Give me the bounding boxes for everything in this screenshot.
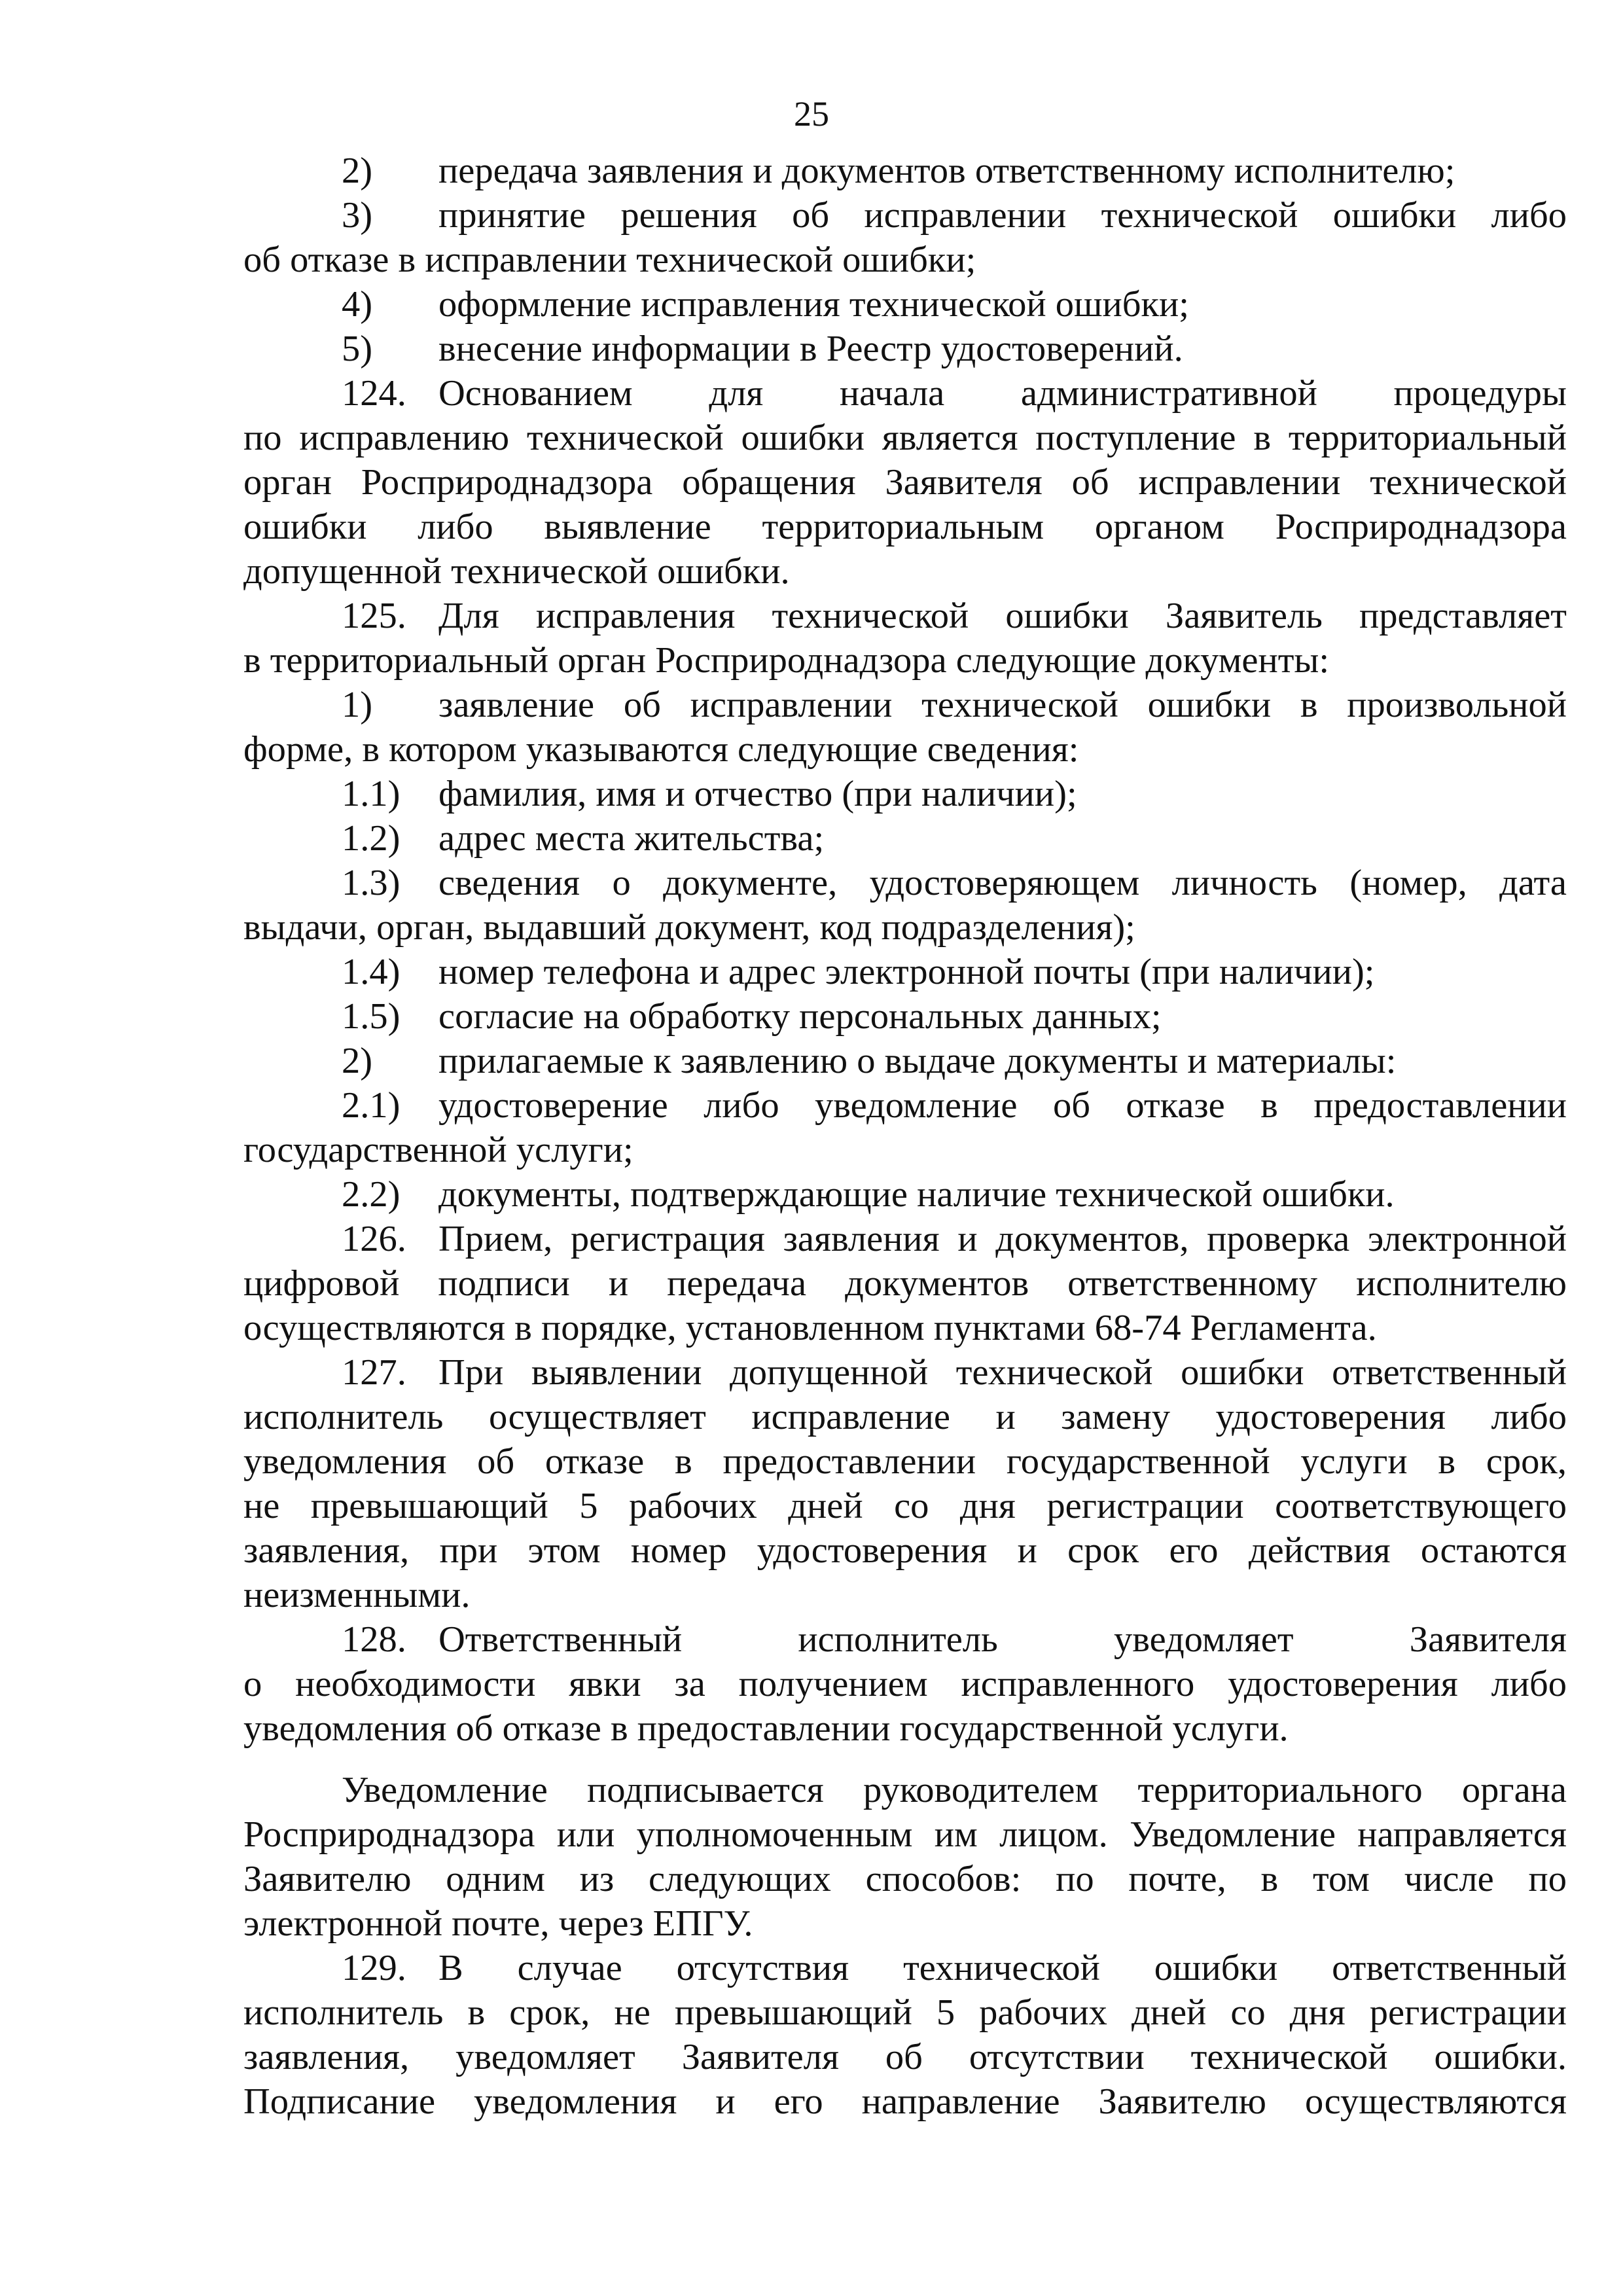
- text-line: не превышающий 5 рабочих дней со дня регистрации соответствующего: [243, 1486, 1567, 1526]
- list-item: 2) передача заявления и документов ответственному исполнителю;: [342, 151, 1455, 191]
- text-line: Заявителю одним из следующих способов: по почте, в том числе по: [243, 1859, 1567, 1899]
- text-line: по исправлению технической ошибки является поступление в территориальный: [243, 418, 1567, 458]
- list-item: 1.3) сведения о документе, удостоверяющем личность (номер, дата: [342, 863, 1567, 903]
- paragraph-start: Уведомление подписывается руководителем территориального органа: [342, 1770, 1567, 1810]
- text-line: заявления, уведомляет Заявителя об отсутствии технической ошибки.: [243, 2037, 1567, 2077]
- text-line: уведомления об отказе в предоставлении государственной услуги в срок,: [243, 1441, 1567, 1482]
- paragraph-start: 129. В случае отсутствия технической ошибки ответственный: [342, 1948, 1567, 1988]
- text-line: допущенной технической ошибки.: [243, 551, 790, 592]
- paragraph-start: 128. Ответственный исполнитель уведомляет Заявителя: [342, 1619, 1567, 1660]
- text-line: осуществляются в порядке, установленном пунктами 68-74 Регламента.: [243, 1308, 1377, 1348]
- text-line: Росприроднадзора или уполномоченным им лицом. Уведомление направляется: [243, 1814, 1567, 1855]
- text-line: государственной услуги;: [243, 1130, 633, 1170]
- text-line: о необходимости явки за получением исправленного удостоверения либо: [243, 1664, 1567, 1704]
- text-line: в территориальный орган Росприроднадзора следующие документы:: [243, 640, 1330, 681]
- text-line: уведомления об отказе в предоставлении государственной услуги.: [243, 1708, 1289, 1749]
- text-line: неизменными.: [243, 1575, 471, 1615]
- list-item: 3) принятие решения об исправлении технической ошибки либо: [342, 195, 1567, 236]
- text-line: исполнитель в срок, не превышающий 5 рабочих дней со дня регистрации: [243, 1992, 1567, 2033]
- text-line: исполнитель осуществляет исправление и замену удостоверения либо: [243, 1397, 1567, 1437]
- list-item: 1.2) адрес места жительства;: [342, 818, 825, 859]
- list-item: 2.2) документы, подтверждающие наличие технической ошибки.: [342, 1174, 1395, 1215]
- list-item: 1.1) фамилия, имя и отчество (при наличии);: [342, 774, 1077, 814]
- list-item: 1.4) номер телефона и адрес электронной почты (при наличии);: [342, 952, 1375, 992]
- list-item: 4) оформление исправления технической ошибки;: [342, 284, 1189, 325]
- document-body: [243, 149, 1567, 2124]
- text-line: об отказе в исправлении технической ошибки;: [243, 240, 976, 280]
- text-line: заявления, при этом номер удостоверения и срок его действия остаются: [243, 1530, 1567, 1571]
- list-item: 1) заявление об исправлении технической ошибки в произвольной: [342, 685, 1567, 725]
- list-item: 5) внесение информации в Реестр удостоверений.: [342, 329, 1183, 369]
- paragraph-start: 125. Для исправления технической ошибки Заявитель представляет: [342, 596, 1567, 636]
- text-line: форме, в котором указываются следующие сведения:: [243, 729, 1079, 770]
- text-line: орган Росприроднадзора обращения Заявителя об исправлении технической: [243, 462, 1567, 503]
- paragraph-start: 126. Прием, регистрация заявления и документов, проверка электронной: [342, 1219, 1567, 1259]
- page-number: 25: [794, 94, 829, 134]
- list-item: 1.5) согласие на обработку персональных данных;: [342, 996, 1162, 1037]
- text-line: выдачи, орган, выдавший документ, код подразделения);: [243, 907, 1135, 948]
- list-item: 2.1) удостоверение либо уведомление об отказе в предоставлении: [342, 1085, 1567, 1126]
- text-line: Подписание уведомления и его направление Заявителю осуществляются: [243, 2081, 1567, 2122]
- text-line: электронной почте, через ЕПГУ.: [243, 1903, 753, 1944]
- paragraph-start: 127. При выявлении допущенной технической ошибки ответственный: [342, 1352, 1567, 1393]
- text-line: ошибки либо выявление территориальным органом Росприроднадзора: [243, 507, 1567, 547]
- paragraph-start: 124. Основанием для начала административной процедуры: [342, 373, 1567, 414]
- text-line: цифровой подписи и передача документов ответственному исполнителю: [243, 1263, 1567, 1304]
- list-item: 2) прилагаемые к заявлению о выдаче документы и материалы:: [342, 1041, 1397, 1081]
